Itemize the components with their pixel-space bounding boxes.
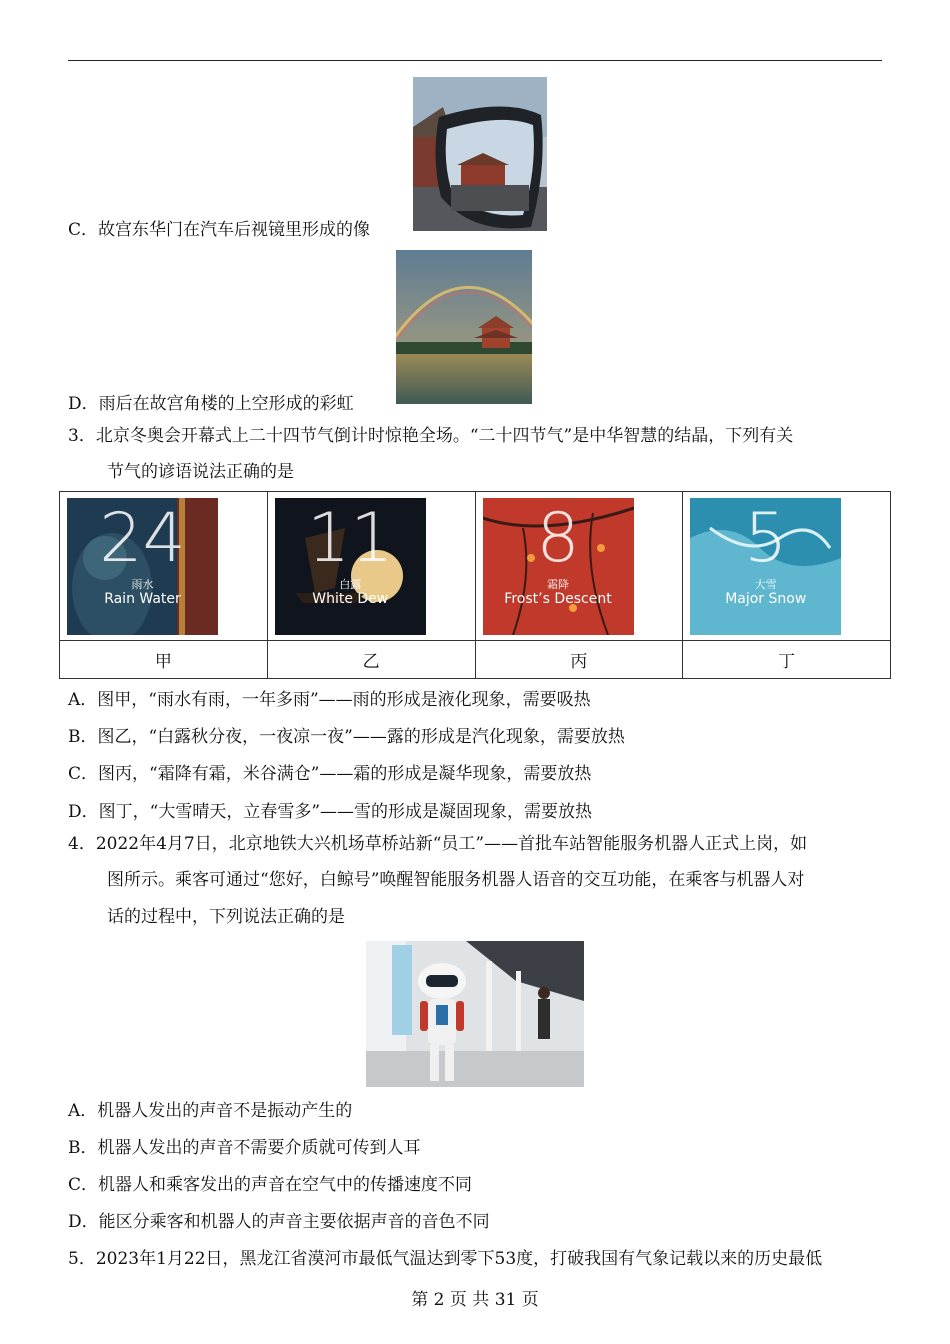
tile-cell-yi bbox=[267, 492, 475, 641]
q2-option-d: D．雨后在故宫角楼的上空形成的彩虹 bbox=[68, 394, 354, 414]
tile-cn-name: 白露 bbox=[339, 577, 362, 591]
header-rule bbox=[68, 60, 882, 61]
solar-terms-table bbox=[59, 491, 891, 679]
q5-stem-line1: 5．2023年1月22日，黑龙江省漠河市最低气温达到零下53度，打破我国有气象记载以来的历史最低 bbox=[68, 1249, 823, 1269]
q4-option-b: B．机器人发出的声音不需要介质就可传到人耳 bbox=[68, 1138, 421, 1158]
label-bing: 丙 bbox=[475, 641, 683, 679]
tile-en-name: Rain Water bbox=[104, 590, 181, 607]
subway-robot-photo bbox=[366, 941, 584, 1087]
tile-number: 24 bbox=[99, 498, 186, 578]
tile-cn-name: 雨水 bbox=[131, 577, 154, 591]
tile-en-name: White Dew bbox=[312, 590, 389, 607]
q3-option-c: C．图丙，“霜降有霜，米谷满仓”——霜的形成是凝华现象，需要放热 bbox=[68, 764, 592, 784]
q4-stem-line1: 4．2022年4月7日，北京地铁大兴机场草桥站新“员工”——首批车站智能服务机器人正式上岗，如 bbox=[68, 834, 808, 854]
tile-en-name: Frost’s Descent bbox=[504, 590, 612, 607]
tile-cell-ding bbox=[683, 492, 891, 641]
q3-option-a: A．图甲，“雨水有雨，一年多雨”——雨的形成是液化现象，需要吸热 bbox=[68, 690, 591, 710]
q4-stem-line2: 图所示。乘客可通过“您好，白鲸号”唤醒智能服务机器人语音的交互功能，在乘客与机器人对 bbox=[107, 870, 805, 890]
tile-number: 11 bbox=[306, 498, 394, 578]
label-ding: 丁 bbox=[683, 641, 891, 679]
q3-option-d: D．图丁，“大雪晴天，立春雪多”——雪的形成是凝固现象，需要放热 bbox=[68, 802, 593, 822]
white-dew-tile bbox=[275, 498, 426, 635]
tile-en-name: Major Snow bbox=[725, 590, 807, 607]
tile-number: 5 bbox=[744, 498, 788, 578]
q4-option-c: C．机器人和乘客发出的声音在空气中的传播速度不同 bbox=[68, 1175, 473, 1195]
q3-option-b: B．图乙，“白露秋分夜，一夜凉一夜”——露的形成是汽化现象，需要放热 bbox=[68, 727, 625, 747]
rainbow-corner-tower-photo bbox=[396, 250, 532, 404]
tile-number: 8 bbox=[536, 498, 580, 578]
tile-cn-name: 霜降 bbox=[547, 577, 569, 591]
label-yi: 乙 bbox=[267, 641, 475, 679]
major-snow-tile bbox=[690, 498, 841, 635]
rain-water-tile bbox=[67, 498, 218, 635]
tile-cell-jia bbox=[60, 492, 268, 641]
q3-stem-line2: 节气的谚语说法正确的是 bbox=[107, 462, 294, 482]
tile-cn-name: 大雪 bbox=[754, 577, 777, 591]
q3-stem-line1: 3．北京冬奥会开幕式上二十四节气倒计时惊艳全场。“二十四节气”是中华智慧的结晶，下列有关 bbox=[68, 426, 794, 446]
page-footer: 第 2 页 共 31 页 bbox=[411, 1290, 539, 1310]
q4-option-a: A．机器人发出的声音不是振动产生的 bbox=[68, 1101, 353, 1121]
rearview-mirror-photo bbox=[413, 77, 547, 231]
q4-stem-line3: 话的过程中，下列说法正确的是 bbox=[107, 907, 345, 927]
q2-option-c: C．故宫东华门在汽车后视镜里形成的像 bbox=[68, 220, 371, 240]
q4-option-d: D．能区分乘客和机器人的声音主要依据声音的音色不同 bbox=[68, 1212, 490, 1232]
frosts-descent-tile bbox=[483, 498, 634, 635]
label-jia: 甲 bbox=[60, 641, 268, 679]
tile-cell-bing bbox=[475, 492, 683, 641]
